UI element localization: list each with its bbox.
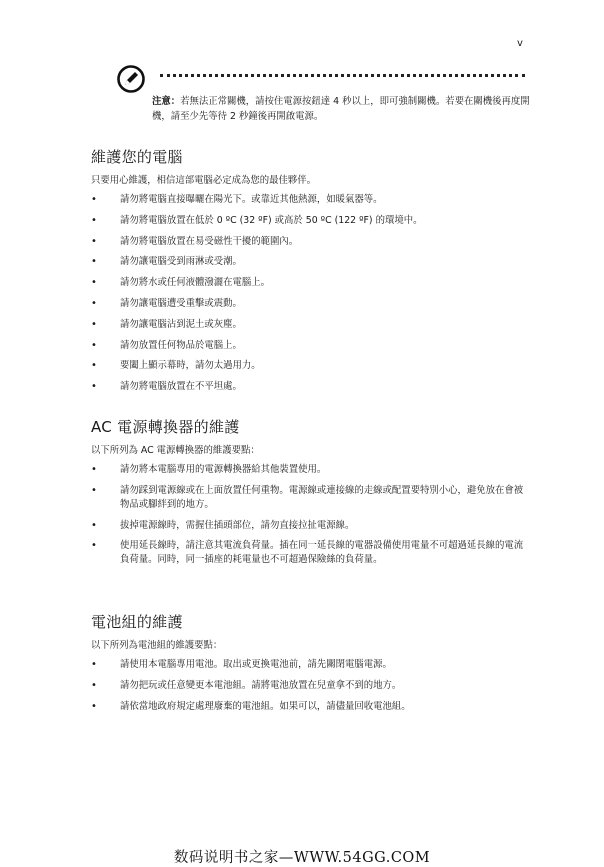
bullet-list (91, 658, 531, 714)
section-title: 維護您的電腦 (91, 148, 183, 166)
section-intro: 以下所列為 AC 電源轉換器的維護要點： (91, 445, 260, 456)
list-item: • 請勿讓電腦沾到泥土或灰塵。 (91, 318, 531, 332)
list-item: • 請勿把玩或任意變更本電池組。請將電池放置在兒童拿不到的地方。 (91, 679, 531, 693)
section-intro: 以下所列為電池組的維護要點： (91, 640, 223, 651)
list-item: • 請勿將電腦放置在不平坦處。 (91, 380, 531, 394)
bullet-list (91, 463, 531, 567)
list-item: • 請勿將水或任何液體潑灑在電腦上。 (91, 276, 531, 290)
list-item: • 請依當地政府規定處理廢棄的電池組。如果可以，請儘量回收電池組。 (91, 700, 531, 714)
list-item: • 請使用本電腦專用電池。取出或更換電池前，請先關閉電腦電源。 (91, 658, 531, 672)
list-item: • 請勿讓電腦遭受重擊或震動。 (91, 297, 531, 311)
list-item: • 拔掉電源線時，需握住插頭部位，請勿直接拉扯電源線。 (91, 519, 531, 533)
note-text: 若無法正常關機，請按住電源按鈕達 4 秒以上，即可強制關機。若要在關機後再度開機，請至少先等待 2 秒鐘後再開啟電源。 (152, 96, 530, 122)
note-block (152, 94, 532, 124)
list-item: • 請勿將本電腦專用的電源轉換器給其他裝置使用。 (91, 463, 531, 477)
list-item: • 請勿放置任何物品於電腦上。 (91, 339, 531, 353)
list-item: • 請勿將電腦放置在易受磁性干擾的範圍內。 (91, 235, 531, 249)
list-item: • 要闔上顯示幕時，請勿太過用力。 (91, 359, 531, 373)
list-item: • 請勿將電腦直接曝曬在陽光下。或靠近其他熱源，如暖氣器等。 (91, 193, 531, 207)
note-pencil-icon (116, 64, 146, 94)
list-item: • 使用延長線時，請注意其電流負荷量。插在同一延長線的電器設備使用電量不可超過延長線的電流負荷量。同時，同一插座的耗電量也不可超過保險絲的負荷量。 (91, 539, 531, 567)
bullet-list (91, 193, 531, 394)
note-label: 注意： (152, 96, 181, 107)
note-divider (160, 74, 525, 77)
page-number: v (517, 38, 523, 49)
section-care-battery (91, 611, 531, 720)
section-care-computer (91, 146, 531, 401)
section-title: 電池組的維護 (91, 613, 183, 631)
section-intro: 只要用心維護，相信這部電腦必定成為您的最佳夥伴。 (91, 175, 317, 186)
list-item: • 請勿將電腦放置在低於 0 ºC (32 ºF) 或高於 50 ºC (122 ºF) 的環境中。 (91, 214, 531, 228)
section-care-adapter (91, 416, 531, 574)
list-item: • 請勿讓電腦受到雨淋或受潮。 (91, 255, 531, 269)
list-item: • 請勿踩到電源線或在上面放置任何重物。電源線或連接線的走線或配置要特別小心，避免放在會被物品或腳絆到的地方。 (91, 484, 531, 512)
footer-watermark: 数码说明书之家—WWW.54GG.COM (173, 850, 431, 866)
section-title: AC 電源轉換器的維護 (91, 418, 240, 436)
